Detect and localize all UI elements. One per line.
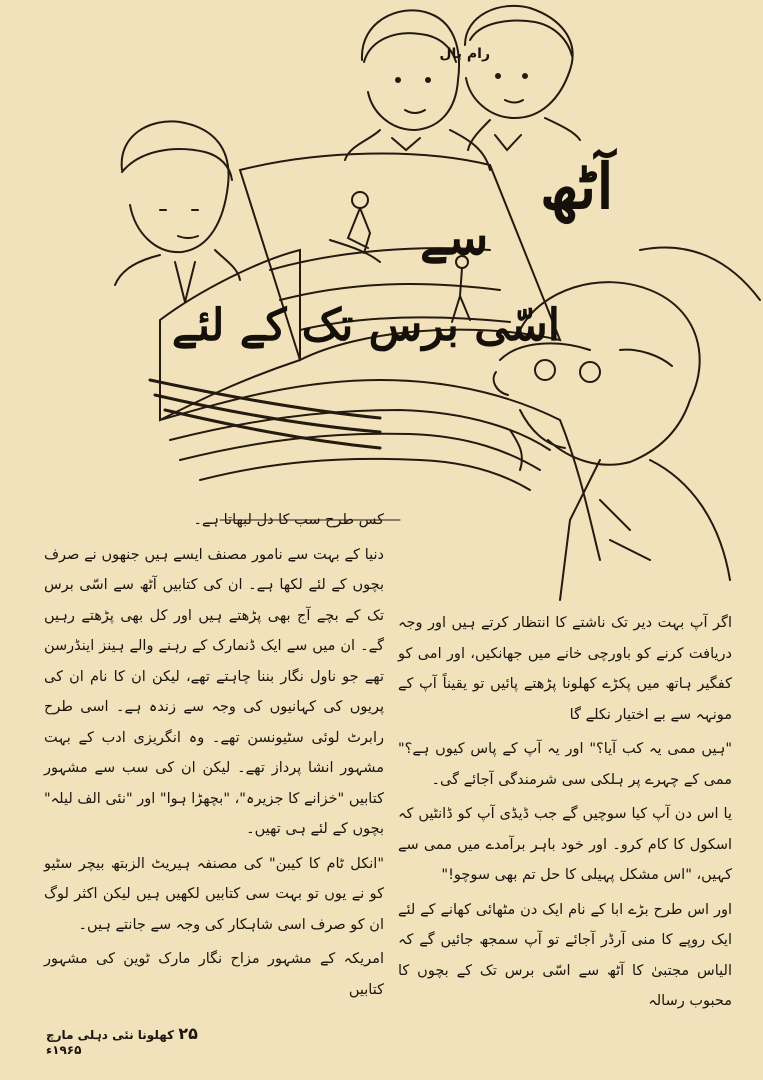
paragraph: "انکل ٹام کا کیبن" کی مصنفہ ہیریٹ الزبتھ بیچر سٹیو کو نے یوں تو بہت سی کتابیں لکھیں ہیں لیکن اکثر لوگ ان کو صرف اسی شاہکار کی وجہ سے جانتے ہیں۔: [44, 855, 384, 933]
page-number: ۲۵: [178, 1024, 198, 1043]
boy-figure: [465, 6, 580, 150]
paragraph: دنیا کے بہت سے نامور مصنف ایسے ہیں جنھوں نے صرف بچوں کے لئے لکھا ہے۔ ان کی کتابیں آٹھ سے اسّی برس تک کے بچے آج بھی پڑھتے ہیں اور کل بھی پڑھتے رہیں گے۔ ان میں سے ایک ڈنمارک کے رہنے والے ہینز اینڈرسن تھے جو ناول نگار بننا چاہتے تھے، لیکن ان کا نام ان کی پریوں کی کہانیوں کی وجہ سے زندہ ہے۔ اسی طرح رابرٹ لوئی سٹیونسن تھے۔ وہ انگریزی ادب کے بہت مشہور انشا پرداز تھے۔ لیکن ان کی سب سے مشہور کتابیں "خزانے کا جزیرہ"، "بچھڑا ہوا" اور "نئی الف لیلہ" بچوں کے لئے ہی تھیں۔: [44, 546, 384, 837]
paragraph: اگر آپ بہت دیر تک ناشتے کا انتظار کرتے ہیں اور وجہ دریافت کرنے کو باورچی خانے میں جھانکیں، اور امی کو کفگیر ہاتھ میں پکڑے کھلونا پڑھتے پائیں تو یقیناً آپ کے مونہہ سے بے اختیار نکلے گا: [398, 615, 732, 723]
paragraph: کس طرح سب کا دل لبھاتا ہے۔: [193, 512, 384, 528]
right-column: [398, 608, 732, 1021]
paragraph: اور اس طرح بڑے ابا کے نام ایک دن مٹھائی کھانے کے لئے ایک روپے کا منی آرڈر آجائے تو آپ سمجھ جائیں گے کہ الیاس مجتبیٰ کا آٹھ سے اسّی برس تک کے بچوں کا محبوب رسالہ: [398, 901, 732, 1009]
footer-issue: کھلونا نئی دہلی مارچ ۱۹۶۵ء: [46, 1028, 175, 1057]
left-column: [44, 505, 384, 1009]
reading-boy-figure: [115, 121, 240, 302]
open-book: [160, 154, 600, 560]
page-footer: [46, 1024, 206, 1057]
paragraph: یا اس دن آپ کیا سوچیں گے جب ڈیڈی آپ کو ڈانٹیں کہ اسکول کا کام کرو۔ اور خود باہر برآمدے میں ممی سے کہیں، "اس مشکل پہیلی کا حل تم بھی سوچو!": [398, 806, 732, 883]
paragraph: امریکہ کے مشہور مزاح نگار مارک ٹوین کی مشہور کتابیں: [44, 951, 384, 998]
title-part-1: آٹھ: [540, 150, 614, 223]
author-name: رام پال: [439, 46, 490, 62]
title-part-3: اسّی برس تک کے لئے: [171, 300, 560, 351]
title-part-2: سے: [420, 210, 489, 266]
paragraph: "ہیں ممی یہ کب آیا؟" اور یہ آپ کے پاس کیوں ہے؟" ممی کے چہرے پر ہلکی سی شرمندگی آجائے گی۔: [398, 741, 732, 788]
